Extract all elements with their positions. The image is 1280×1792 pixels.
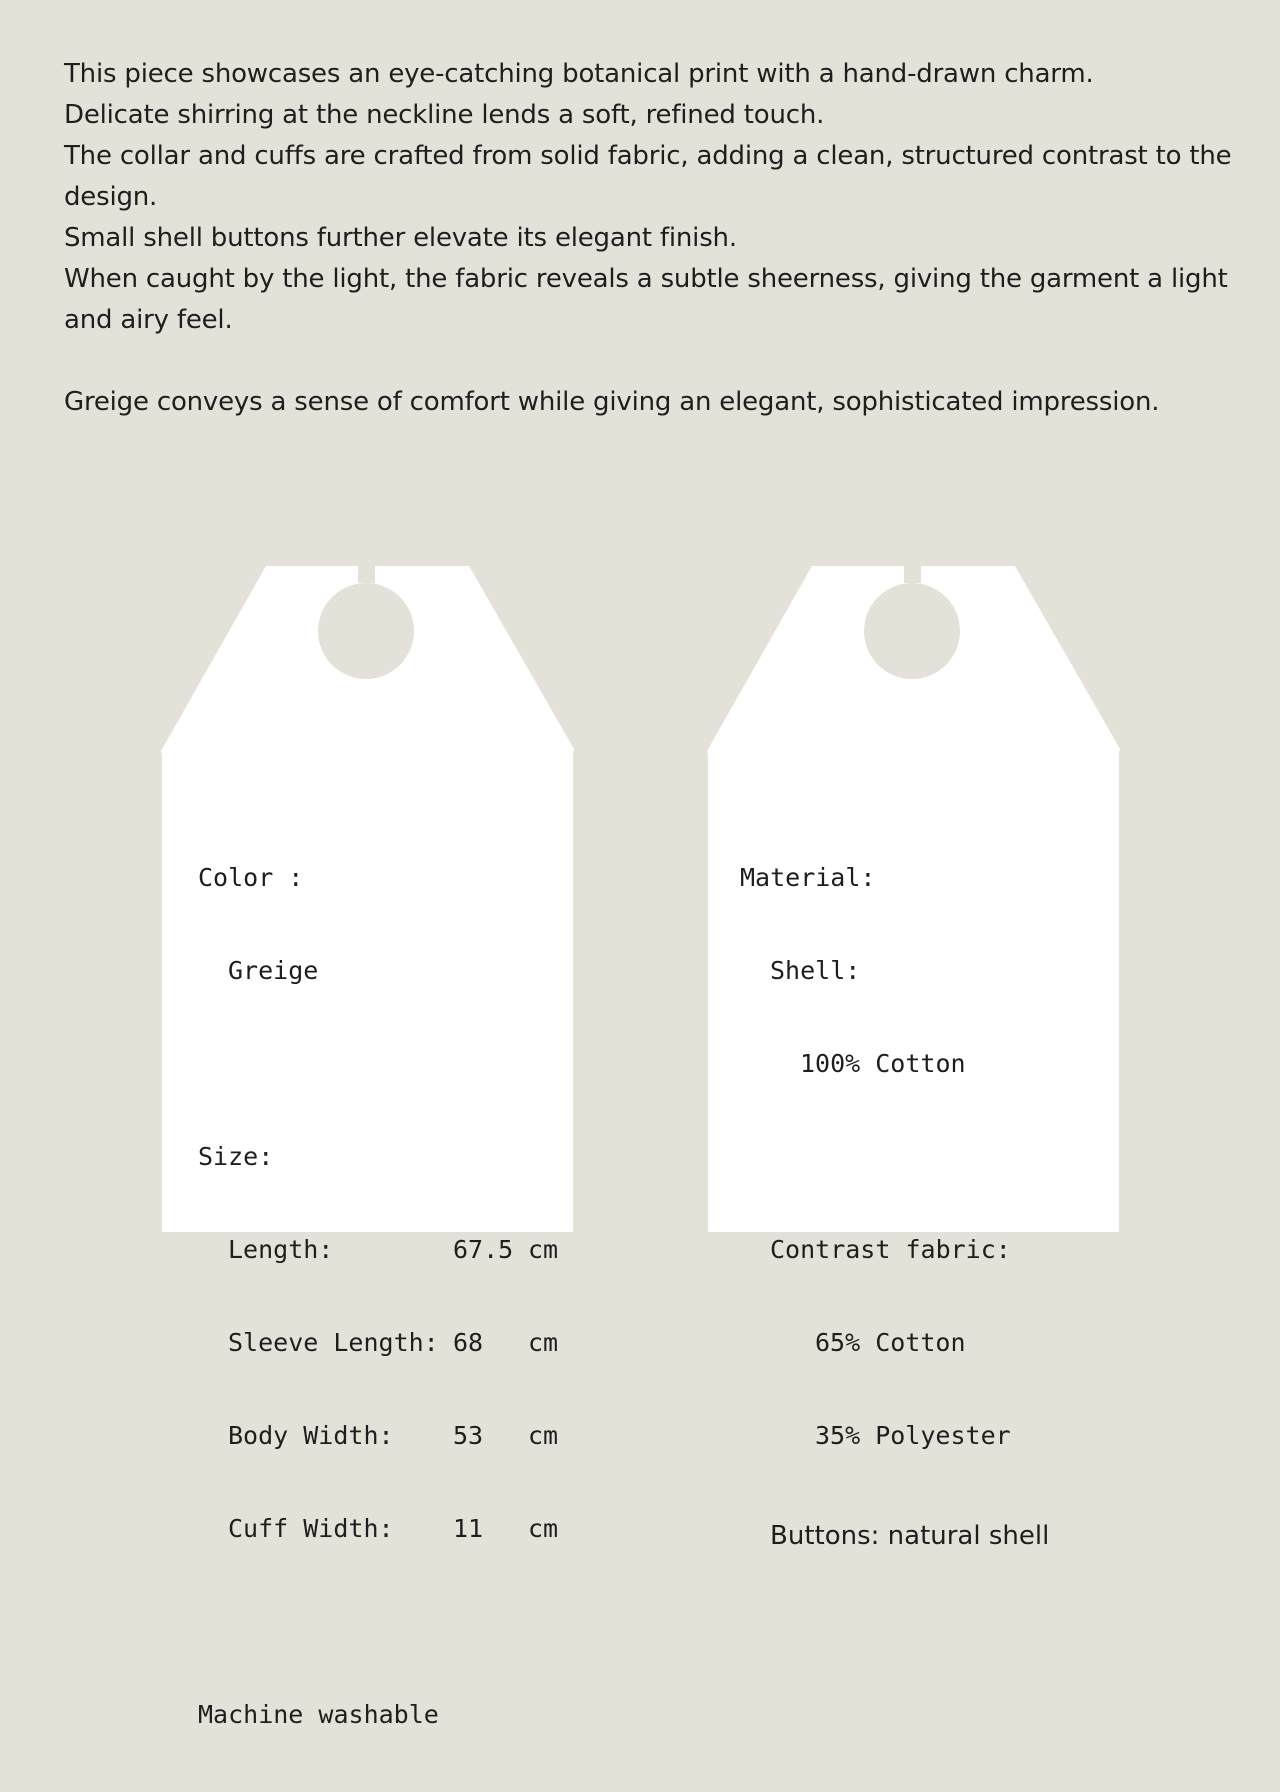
size-row-value: 68 <box>453 1328 484 1357</box>
shell-value: 100% Cotton <box>800 1049 966 1078</box>
size-label: Size: <box>198 1142 274 1171</box>
color-description: Greige conveys a sense of comfort while giving an elegant, sophisticated impression. <box>64 387 1160 417</box>
contrast-fabric-label: Contrast fabric: <box>770 1235 1011 1264</box>
size-row-unit: cm <box>528 1514 559 1543</box>
size-row-label: Sleeve Length: <box>228 1328 439 1357</box>
size-row <box>198 1420 558 1451</box>
size-row-value: 67.5 <box>453 1235 514 1264</box>
size-row-label: Cuff Width: <box>228 1514 394 1543</box>
size-row-value: 11 <box>453 1514 484 1543</box>
size-tag <box>161 566 575 1729</box>
size-row <box>198 1327 558 1358</box>
size-row-value: 53 <box>453 1421 484 1450</box>
material-label: Material: <box>740 863 876 892</box>
contrast-fabric-value: 35% Polyester <box>815 1421 1011 1450</box>
description-line: Small shell buttons further elevate its elegant finish. <box>64 223 737 253</box>
contrast-fabric-value: 65% Cotton <box>815 1328 966 1357</box>
description-line: This piece showcases an eye-catching botanical print with a hand-drawn charm. <box>64 59 1094 89</box>
size-row-unit: cm <box>528 1328 559 1357</box>
care-instruction: Machine washable <box>198 1700 439 1729</box>
buttons-info: Buttons: natural shell <box>770 1521 1050 1551</box>
size-row-unit: cm <box>528 1421 559 1450</box>
description-line: Delicate shirring at the neckline lends a soft, refined touch. <box>64 100 825 130</box>
description-line: When caught by the light, the fabric reveals a subtle sheerness, giving the garment a light and airy feel. <box>64 264 1228 335</box>
description-line: The collar and cuffs are crafted from solid fabric, adding a clean, structured contrast to the design. <box>64 141 1232 212</box>
shell-label: Shell: <box>770 956 861 985</box>
size-row-label: Length: <box>228 1235 334 1264</box>
product-description <box>64 54 1234 423</box>
material-tag <box>707 566 1121 1551</box>
color-label: Color : <box>198 863 304 892</box>
size-row <box>198 1234 558 1265</box>
size-row-unit: cm <box>528 1235 559 1264</box>
color-value: Greige <box>228 956 319 985</box>
size-row <box>198 1513 558 1544</box>
size-row-label: Body Width: <box>228 1421 394 1450</box>
